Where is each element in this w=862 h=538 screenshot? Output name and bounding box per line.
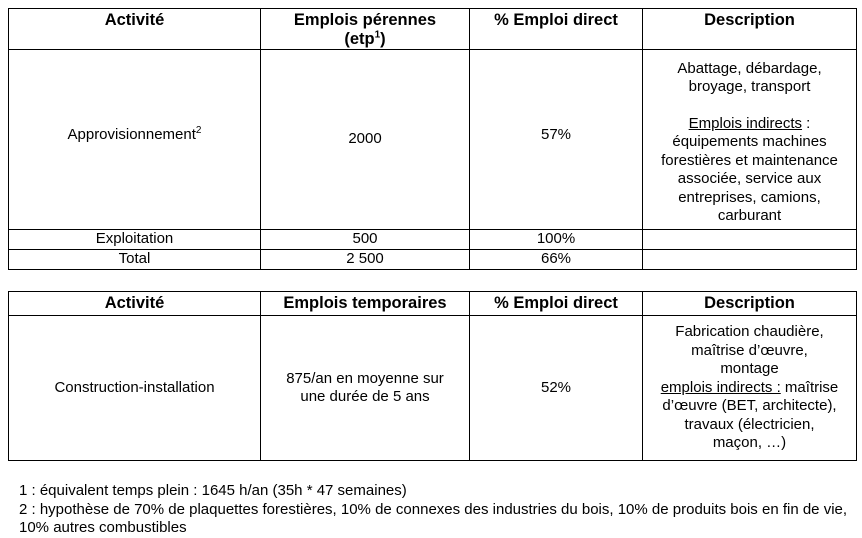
header-pct-direct: [470, 292, 643, 316]
description-line: forestières et maintenance: [661, 151, 838, 169]
header-emplois-unit: (etp: [344, 29, 375, 48]
footnotes: [19, 482, 849, 538]
header-activite-label: Activité: [104, 11, 165, 29]
table-row-total: [9, 250, 857, 270]
description-line: maçon, …): [712, 434, 787, 452]
header-activite: [9, 9, 261, 50]
cell-activite: [9, 230, 261, 250]
table-row: [9, 316, 857, 461]
cell-pct: [470, 50, 643, 230]
description-line: carburant: [717, 207, 782, 224]
description-line: équipements machines: [672, 133, 827, 150]
header-emplois-unit-close: ): [380, 29, 386, 48]
emplois-line: une durée de 5 ans: [300, 388, 430, 405]
header-pct-label: % Emploi direct: [494, 11, 618, 29]
emplois-value: 2000: [348, 130, 382, 148]
cell-emplois: [261, 50, 470, 230]
description-line: d’œuvre (BET, architecte),: [662, 397, 837, 415]
activite-value: Construction-installation: [54, 378, 215, 396]
table-header-row: [9, 9, 857, 50]
header-description: [643, 292, 857, 316]
indirect-jobs-rest: maîtrise: [780, 378, 839, 396]
description-line: maîtrise d’œuvre,: [691, 341, 808, 359]
cell-pct: [470, 316, 643, 461]
cell-activite: [9, 316, 261, 461]
table-row: [9, 50, 857, 230]
header-emplois-temporaires: [261, 292, 470, 316]
description-line: [647, 115, 852, 134]
description-line: associée, service aux: [677, 170, 822, 187]
header-pct-direct: [470, 9, 643, 50]
activite-value: Approvisionnement: [67, 126, 196, 144]
indirect-jobs-colon: :: [802, 114, 811, 132]
header-activite-label: Activité: [104, 294, 165, 312]
footnote-1: 1 : équivalent temps plein : 1645 h/an (35h * 47 semaines): [19, 482, 407, 499]
activite-value: Exploitation: [95, 230, 174, 248]
header-emplois-label: Emplois temporaires: [283, 294, 447, 312]
footnote-ref-2: 2: [195, 125, 202, 137]
header-description-label: Description: [704, 294, 795, 312]
header-pct-label: % Emploi direct: [494, 294, 618, 312]
cell-emplois: [261, 316, 470, 461]
cell-emplois: [261, 250, 470, 270]
description-line: Abattage, débardage,: [677, 59, 822, 77]
description-line: [647, 379, 852, 398]
emplois-line: 875/an en moyenne sur: [286, 369, 444, 387]
cell-activite: [9, 250, 261, 270]
indirect-jobs-label: emplois indirects :: [660, 378, 781, 396]
description-line: Fabrication chaudière,: [675, 323, 824, 341]
footnote-ref-1: 1: [374, 29, 381, 40]
pct-value: 57%: [540, 126, 572, 144]
cell-description: [643, 50, 857, 230]
description-line: montage: [720, 360, 779, 378]
cell-activite: [9, 50, 261, 230]
pct-value: 52%: [540, 378, 572, 396]
permanent-jobs-table: [8, 8, 857, 270]
cell-description: [643, 316, 857, 461]
description-line: travaux (électricien,: [684, 415, 815, 433]
header-description-label: Description: [704, 11, 795, 29]
cell-description: [643, 250, 857, 270]
activite-value: Total: [118, 250, 151, 268]
table-row: [9, 230, 857, 250]
header-emplois-label: Emplois pérennes: [293, 11, 437, 29]
cell-pct: [470, 250, 643, 270]
footnote-2: 2 : hypothèse de 70% de plaquettes forestières, 10% de connexes des industries du bois, 10% de produits bois en fin de vie, 10% autres combustibles: [19, 500, 848, 536]
header-emplois-perennes: [261, 9, 470, 50]
table-header-row: [9, 292, 857, 316]
description-line: broyage, transport: [688, 78, 811, 95]
emplois-value: 500: [352, 230, 378, 248]
header-description: [643, 9, 857, 50]
cell-description: [643, 230, 857, 250]
description-line: entreprises, camions,: [678, 188, 821, 206]
header-activite: [9, 292, 261, 316]
indirect-jobs-label: Emplois indirects: [688, 114, 803, 132]
pct-value: 100%: [536, 230, 576, 248]
cell-emplois: [261, 230, 470, 250]
temporary-jobs-table: [8, 291, 857, 461]
cell-pct: [470, 230, 643, 250]
emplois-value: 2 500: [346, 250, 384, 268]
pct-value: 66%: [540, 250, 572, 268]
